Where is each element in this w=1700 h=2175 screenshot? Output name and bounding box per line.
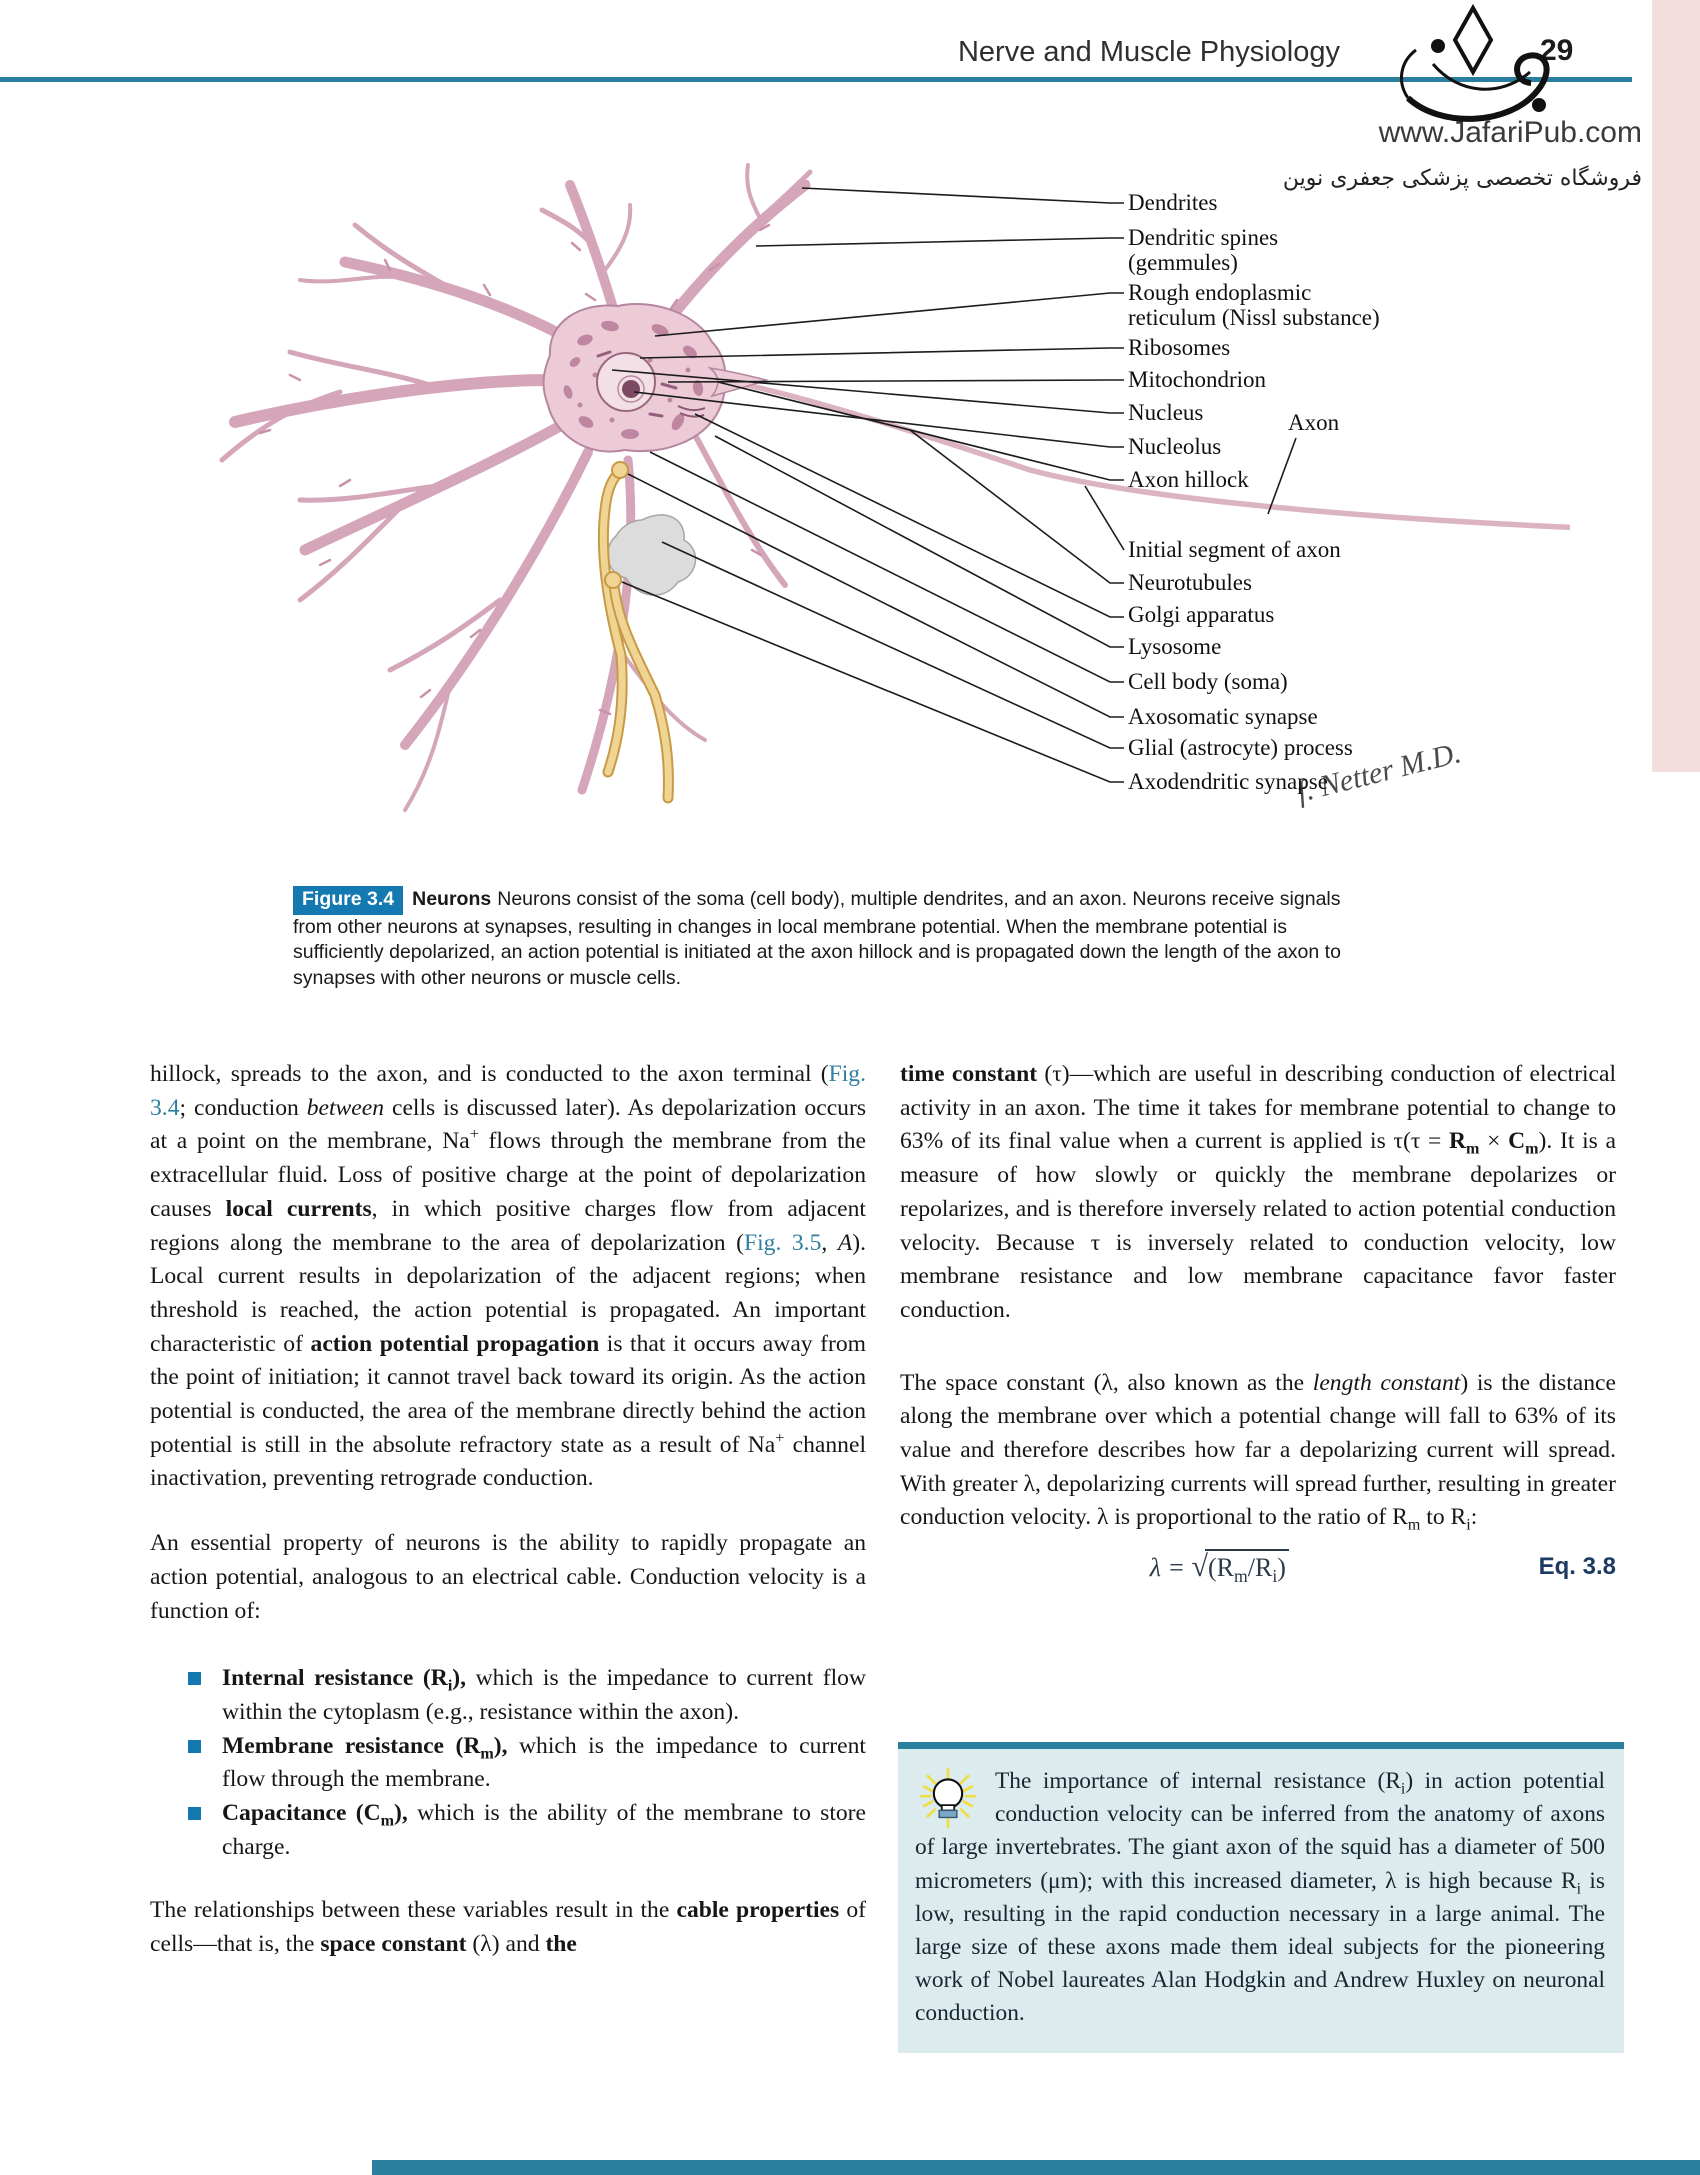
label-ribosomes: Ribosomes <box>1128 335 1231 360</box>
left-text-column <box>150 1058 866 1993</box>
publisher-url: www.JafariPub.com <box>1378 116 1642 149</box>
footer-bar <box>372 2160 1700 2175</box>
label-axon-hillock: Axon hillock <box>1128 467 1249 492</box>
publisher-name-farsi: فروشگاه تخصصی پزشکی جعفری نوین <box>1282 166 1642 191</box>
conduction-velocity-list <box>150 1662 866 1864</box>
page-number: 29 <box>1540 34 1574 67</box>
paragraph: time constant (τ)—which are useful in describing conduction of electrical activity in an axon. The time it takes for membrane potential to change to 63% of its final value when a current is applied is $\tau(\tau = R_m \times C_m)$. It is a measure of how slowly or quickly the membrane depolarizes or repolarizes, and is therefore inversely related to action potential conduction velocity. Because τ is inversely related to conduction velocity, low membrane resistance and low membrane capacitance favor faster conduction. <box>900 1061 1616 1323</box>
info-text: The importance of internal resistance $(R_i)$ in action potential conduction velocity can be inferred from the anatomy of axons of large invertebrates. The giant axon of the squid has a diameter of 500 micrometers (μm); with this increased diameter, λ is high because $R_i$ is low, resulting in the rapid conduction necessary in a large animal. The large size of these axons made them ideal subjects for the pioneering work of Nobel laureates Alan Hodgkin and Andrew Huxley on neuronal conduction. <box>915 1768 1605 2027</box>
axodendritic-bouton <box>605 572 621 588</box>
equation-number: Eq. 3.8 <box>1538 1553 1616 1581</box>
radical-sign: √ <box>1191 1550 1208 1584</box>
label-initial-segment: Initial segment of axon <box>1128 537 1341 562</box>
lightbulb-icon <box>917 1767 979 1829</box>
figure-caption-text: Neurons consist of the soma (cell body), multiple dendrites, and an axon. Neurons receive signals from other neurons at synapses, resulting in changes in local membrane potential. When the membrane potential is sufficiently depolarized, an action potential is initiated at the axon hillock and is propagated down the length of the axon to synapses with other neurons or muscle cells. <box>293 888 1341 989</box>
chapter-title: Nerve and Muscle Physiology <box>957 36 1340 68</box>
label-axosomatic-synapse: Axosomatic synapse <box>1128 704 1318 729</box>
equation-3-8 <box>900 1549 1616 1585</box>
label-glial-process: Glial (astrocyte) process <box>1128 735 1353 760</box>
clinical-insight-box <box>898 1742 1624 2053</box>
label-golgi: Golgi apparatus <box>1128 602 1275 627</box>
paragraph: An essential property of neurons is the ability to rapidly propagate an action potential, analogous to an electrical cable. Conduction velocity is a function of: <box>150 1530 866 1624</box>
label-dendritic-spines: Dendritic spines (gemmules) <box>1128 225 1279 275</box>
axosomatic-bouton <box>612 462 628 478</box>
paragraph: The space constant (λ, also known as the length constant) is the distance along the membrane over which a potential change will fall to 63% of its value and therefore describes how far a depolarizing current will spread. With greater λ, depolarizing currents will spread further, resulting in greater conduction velocity. λ is proportional to the ratio of $R_m$ to $R_i$: <box>900 1369 1616 1535</box>
page-edge-strip <box>1652 0 1700 772</box>
label-lysosome: Lysosome <box>1128 634 1222 659</box>
label-rough-er: Rough endoplasmic reticulum (Nissl substance) <box>1128 280 1380 330</box>
label-axodendritic-synapse: Axodendritic synapse <box>1128 769 1328 794</box>
nucleolus-shape <box>622 380 640 398</box>
equation-body: $\lambda = √(R_m/R_i)$ <box>900 1549 1539 1585</box>
right-text-column <box>900 1058 1616 1585</box>
label-nucleolus: Nucleolus <box>1128 434 1222 459</box>
label-axon: Axon <box>1288 410 1340 435</box>
label-cell-body: Cell body (soma) <box>1128 669 1288 694</box>
label-neurotubules: Neurotubules <box>1128 570 1252 595</box>
figure-caption-title: Neurons <box>412 888 492 910</box>
label-mitochondrion: Mitochondrion <box>1128 367 1266 392</box>
label-nucleus: Nucleus <box>1128 400 1204 425</box>
bullet-square-icon <box>188 1740 201 1753</box>
list-item: Membrane resistance $(R_m)$, which is the impedance to current flow through the membrane. <box>150 1730 866 1797</box>
bullet-square-icon <box>188 1672 201 1685</box>
list-item: Internal resistance $(R_i)$, which is the impedance to current flow within the cytoplasm (e.g., resistance within the axon). <box>150 1662 866 1729</box>
paragraph: The relationships between these variables result in the cable properties of cells—that is, the space constant (λ) and the <box>150 1897 866 1958</box>
figure-number-badge: Figure 3.4 <box>293 886 403 915</box>
paragraph: hillock, spreads to the axon, and is conducted to the axon terminal (Fig. 3.4; conduction between cells is discussed later). As depolarization occurs at a point on the membrane, Na+ flows through the membrane from the extracellular fluid. Loss of positive charge at the point of depolarization causes local currents, in which positive charges flow from adjacent regions along the membrane to the area of depolarization (Fig. 3.5, A). Local current results in depolarization of the adjacent regions; when threshold is reached, the action potential is propagated. An important characteristic of action potential propagation is that it occurs away from the point of initiation; it cannot travel back toward its origin. As the action potential is conducted, the area of the membrane directly behind the action potential is still in the absolute refractory state as a result of Na+ channel inactivation, preventing retrograde conduction. <box>150 1061 867 1492</box>
label-dendrites: Dendrites <box>1128 190 1218 215</box>
bullet-square-icon <box>188 1807 201 1820</box>
artist-signature: f. Netter M.D. <box>1293 736 1465 809</box>
publisher-logo-icon <box>1378 2 1568 130</box>
figure-caption <box>293 886 1381 991</box>
list-item: Capacitance $(C_m)$, which is the ability of the membrane to store charge. <box>150 1797 866 1864</box>
figure-3-4-neuron-diagram <box>150 130 1570 880</box>
